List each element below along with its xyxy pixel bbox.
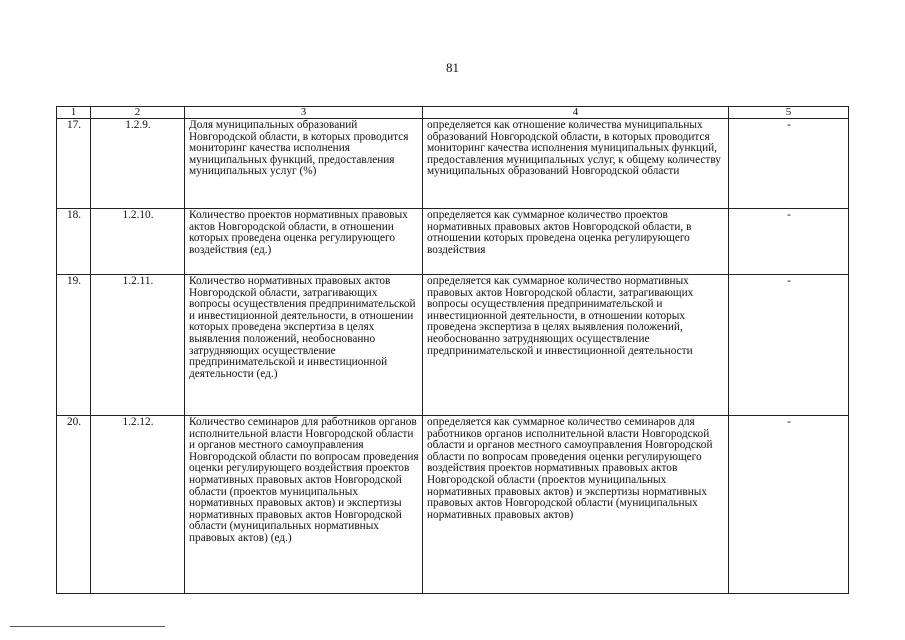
table-row [57,275,849,416]
table-row [57,119,849,209]
column-number-row [57,107,849,119]
column-number: 3 [185,107,423,119]
page-number: 81 [446,60,459,75]
row-code: 1.2.9. [91,119,185,209]
row-number: 17. [57,119,91,209]
table-row [57,209,849,275]
row-number: 20. [57,416,91,594]
indicator-cell: Количество семинаров для работников органов исполнительной власти Новгородской области и органов местного самоуправления Новгородской области по вопросам проведения оценки регулирующего воздействия проектов нормативных правовых актов Новгородской области (проектов муниципальных нормативных правовых актов) и экспертизы нормативных правовых актов Новгородской области (муниципальных нормативных правовых актов) (ед.) [185,416,423,594]
column-number: 2 [91,107,185,119]
method-cell: определяется как суммарное количество проектов нормативных правовых актов Новгородской области, в отношении которых проведена оценка регулирующего воздействия [423,209,729,275]
indicators-table [56,106,849,594]
note-cell: - [729,119,849,209]
row-number: 19. [57,275,91,416]
row-code: 1.2.11. [91,275,185,416]
indicator-cell: Доля муниципальных образований Новгородской области, в которых проводится мониторинг качества исполнения муниципальных функций, предоставления муниципальных услуг (%) [185,119,423,209]
footnote-divider [10,626,165,627]
row-code: 1.2.10. [91,209,185,275]
indicator-cell: Количество проектов нормативных правовых актов Новгородской области, в отношении которых проведена оценка регулирующего воздействия (ед.) [185,209,423,275]
column-number: 5 [729,107,849,119]
table-row [57,416,849,594]
column-number: 4 [423,107,729,119]
column-number: 1 [57,107,91,119]
note-cell: - [729,416,849,594]
row-number: 18. [57,209,91,275]
note-cell: - [729,209,849,275]
method-cell: определяется как суммарное количество семинаров для работников органов исполнительной власти Новгородской области и органов местного самоуправления Новгородской области по вопросам проведения оценки регулирующего воздействия проектов нормативных правовых актов Новгородской области (проектов муниципальных нормативных правовых актов) и экспертизы нормативных правовых актов Новгородской области (муниципальных нормативных правовых актов) [423,416,729,594]
note-cell: - [729,275,849,416]
method-cell: определяется как суммарное количество нормативных правовых актов Новгородской области, затрагивающих вопросы осуществления предпринимательской и инвестиционной деятельности, в отношении которых проведена экспертиза в целях выявления положений, необоснованно затрудняющих осуществление предпринимательской и инвестиционной деятельности [423,275,729,416]
method-cell: определяется как отношение количества муниципальных образований Новгородской области, в которых проводится мониторинг качества исполнения муниципальных функций, предоставления муниципальных услуг, к общему количеству муниципальных образований Новгородской области [423,119,729,209]
row-code: 1.2.12. [91,416,185,594]
indicator-cell: Количество нормативных правовых актов Новгородской области, затрагивающих вопросы осуществления предпринимательской и инвестиционной деятельности, в отношении которых проведена экспертиза в целях выявления положений, необоснованно затрудняющих осуществление предпринимательской и инвестиционной деятельности (ед.) [185,275,423,416]
